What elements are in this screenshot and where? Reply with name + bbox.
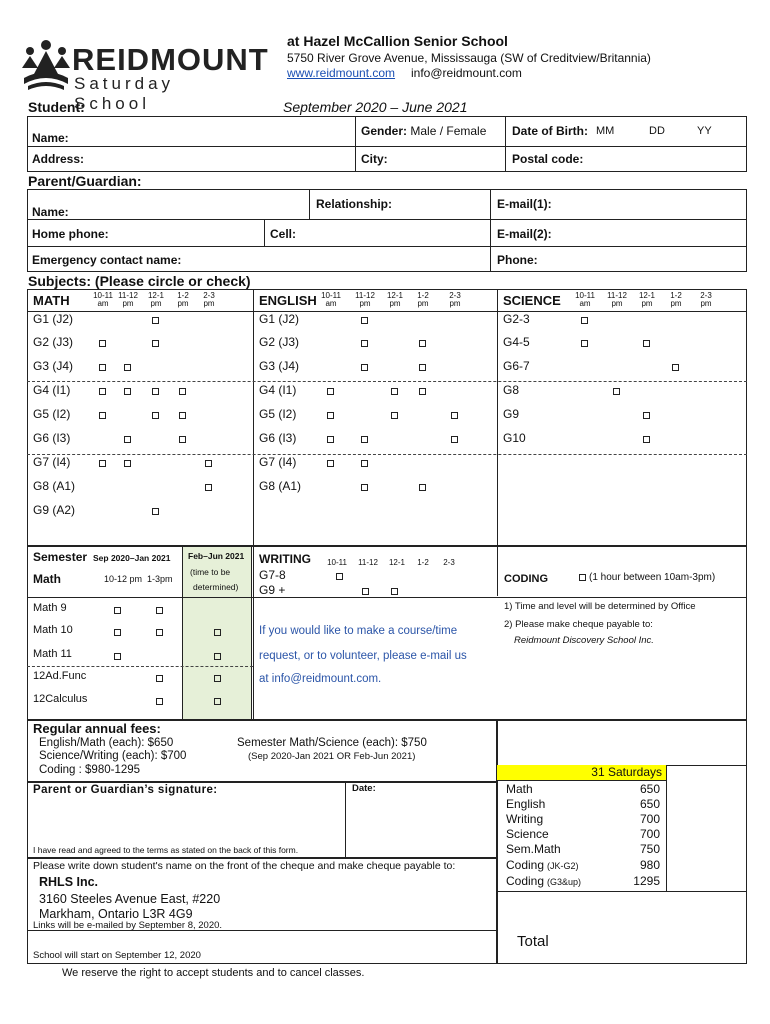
math-checkbox-3-3[interactable] <box>179 388 186 395</box>
english-checkbox-5-0[interactable] <box>327 436 334 443</box>
city-label[interactable]: City: <box>361 152 388 166</box>
math-time-2: 12-1 pm <box>147 291 164 308</box>
request-note-1: If you would like to make a course/time <box>259 625 458 637</box>
writing-time-1: 11-12 <box>358 558 378 567</box>
science-checkbox-0-0[interactable] <box>581 317 588 324</box>
science-time-3: 1-2 pm <box>670 291 682 308</box>
agree-text: I have read and agreed to the terms as stated on the back of this form. <box>33 845 299 855</box>
english-time-1: 11-12 pm <box>355 291 375 308</box>
signature-date[interactable]: Date: <box>352 783 376 794</box>
science-checkbox-4-2[interactable] <box>643 412 650 419</box>
semester-row-3: 12Ad.Func <box>33 670 87 682</box>
postal-label[interactable]: Postal code: <box>512 152 584 166</box>
science-grade-5: G10 <box>503 431 526 445</box>
writing-checkbox-g9-b[interactable] <box>391 588 398 595</box>
science-checkbox-1-2[interactable] <box>643 340 650 347</box>
math-checkbox-0-2[interactable] <box>152 317 159 324</box>
fee-semester: Semester Math/Science (each): $750 <box>237 737 427 749</box>
semester-checkbox-2-2[interactable] <box>214 653 221 660</box>
english-grade-1: G2 (J3) <box>259 335 300 349</box>
cheque-note: Please write down student's name on the front of the cheque and make cheque payable to: <box>33 860 456 872</box>
cheque-addr2: Markham, Ontario L3R 4G9 <box>39 907 193 921</box>
semester-checkbox-2-0[interactable] <box>114 653 121 660</box>
math-grade-7: G8 (A1) <box>33 479 76 493</box>
coding-note-1: 1) Time and level will be determined by Office <box>504 601 696 612</box>
math-checkbox-6-4[interactable] <box>205 460 212 467</box>
science-time-0: 10-11 am <box>575 291 595 308</box>
writing-g78: G7-8 <box>259 568 286 582</box>
english-checkbox-3-2[interactable] <box>391 388 398 395</box>
science-checkbox-2-3[interactable] <box>672 364 679 371</box>
relationship-label[interactable]: Relationship: <box>316 197 393 211</box>
links-note: Links will be e-mailed by September 8, 2020. <box>33 920 223 931</box>
english-checkbox-2-1[interactable] <box>361 364 368 371</box>
price-value-3: 700 <box>639 827 660 841</box>
english-checkbox-4-2[interactable] <box>391 412 398 419</box>
math-checkbox-1-0[interactable] <box>99 340 106 347</box>
email1-label[interactable]: E-mail(1): <box>497 197 552 211</box>
writing-checkbox-g78[interactable] <box>336 573 343 580</box>
term: September 2020 – June 2021 <box>283 99 468 115</box>
math-checkbox-8-2[interactable] <box>152 508 159 515</box>
tbd1: (time to be <box>190 567 231 577</box>
phone-label[interactable]: Phone: <box>497 253 538 267</box>
address-label[interactable]: Address: <box>32 152 85 166</box>
math-checkbox-3-2[interactable] <box>152 388 159 395</box>
math-checkbox-2-1[interactable] <box>124 364 131 371</box>
math-checkbox-2-0[interactable] <box>99 364 106 371</box>
math-checkbox-4-0[interactable] <box>99 412 106 419</box>
math-checkbox-4-3[interactable] <box>179 412 186 419</box>
english-checkbox-5-1[interactable] <box>361 436 368 443</box>
writing-time-0: 10-11 <box>327 558 347 567</box>
english-grade-6: G7 (I4) <box>259 455 297 469</box>
science-grade-4: G9 <box>503 407 520 421</box>
subjects-heading: Subjects: (Please circle or check) <box>28 273 251 289</box>
english-checkbox-6-1[interactable] <box>361 460 368 467</box>
header-email: info@reidmount.com <box>411 66 522 80</box>
semester-row-2: Math 11 <box>33 648 72 660</box>
math-checkbox-6-0[interactable] <box>99 460 106 467</box>
coding-title: CODING <box>504 573 548 585</box>
math-checkbox-3-1[interactable] <box>124 388 131 395</box>
cheque-addr1: 3160 Steeles Avenue East, #220 <box>39 892 221 906</box>
coding-note: (1 hour between 10am-3pm) <box>589 572 716 583</box>
tbd2: determined) <box>193 582 239 592</box>
science-grade-1: G4-5 <box>503 335 530 349</box>
school-address: 5750 River Grove Avenue, Mississauga (SW of Creditview/Britannia) <box>287 51 651 65</box>
english-checkbox-2-3[interactable] <box>419 364 426 371</box>
english-title: ENGLISH <box>259 293 317 308</box>
logo-figures-icon <box>20 38 72 94</box>
subjects-grid <box>27 289 747 546</box>
math-grade-4: G5 (I2) <box>33 407 71 421</box>
signature-label[interactable]: Parent or Guardian’s signature: <box>33 784 218 796</box>
science-title: SCIENCE <box>503 293 561 308</box>
price-subject-3: Science <box>506 827 549 841</box>
english-grade-7: G8 (A1) <box>259 479 302 493</box>
semester-checkbox-4-2[interactable] <box>214 698 221 705</box>
science-checkbox-1-0[interactable] <box>581 340 588 347</box>
total-label: Total <box>517 933 549 950</box>
price-subject-1: English <box>506 797 546 811</box>
price-value-2: 700 <box>639 812 660 826</box>
dob-label[interactable]: Date of Birth: <box>512 124 588 138</box>
coding-note-3: Reidmount Discovery School Inc. <box>514 635 654 646</box>
math-grade-1: G2 (J3) <box>33 335 74 349</box>
math-checkbox-7-4[interactable] <box>205 484 212 491</box>
math-grade-8: G9 (A2) <box>33 503 76 517</box>
price-value-5: 980 <box>639 858 660 872</box>
math-grade-3: G4 (I1) <box>33 383 71 397</box>
semester-title: Semester <box>33 550 88 564</box>
english-grade-3: G4 (I1) <box>259 383 297 397</box>
english-time-4: 2-3 pm <box>449 291 461 308</box>
website-link[interactable]: www.reidmount.com <box>287 66 396 80</box>
english-checkbox-4-0[interactable] <box>327 412 334 419</box>
price-value-1: 650 <box>639 797 660 811</box>
english-checkbox-6-0[interactable] <box>327 460 334 467</box>
math-checkbox-5-3[interactable] <box>179 436 186 443</box>
student-heading: Student: <box>28 99 85 115</box>
writing-g9: G9 + <box>259 583 286 597</box>
dob-yy: YY <box>697 125 712 137</box>
semester-checkbox-3-1[interactable] <box>156 675 163 682</box>
cheque-payee: RHLS Inc. <box>39 875 99 889</box>
price-value-6: 1295 <box>633 874 660 888</box>
dob-dd: DD <box>649 125 665 137</box>
science-checkbox-3-1[interactable] <box>613 388 620 395</box>
math-checkbox-6-1[interactable] <box>124 460 131 467</box>
saturdays-header: 31 Saturdays <box>497 765 667 781</box>
math-grade-2: G3 (J4) <box>33 359 74 373</box>
semester-row-0: Math 9 <box>33 602 67 614</box>
price-value-0: 650 <box>639 782 660 796</box>
english-time-2: 12-1 pm <box>386 291 403 308</box>
fee-line-1: English/Math (each): $650 <box>39 737 174 749</box>
time-1-3: 1-3pm <box>147 574 173 584</box>
writing-time-3: 1-2 <box>417 558 429 567</box>
venue: at Hazel McCallion Senior School <box>287 33 508 49</box>
math-checkbox-4-2[interactable] <box>152 412 159 419</box>
english-grade-2: G3 (J4) <box>259 359 300 373</box>
english-checkbox-3-3[interactable] <box>419 388 426 395</box>
logo-sub: Saturday School <box>74 74 175 113</box>
english-grade-0: G1 (J2) <box>259 312 300 326</box>
fee-line-2: Science/Writing (each): $700 <box>39 750 187 762</box>
semester-checkbox-1-0[interactable] <box>114 629 121 636</box>
science-time-1: 11-12 pm <box>607 291 627 308</box>
fee-line-3: Coding : $980-1295 <box>39 764 141 776</box>
math-grade-0: G1 (J2) <box>33 312 74 326</box>
english-grade-4: G5 (I2) <box>259 407 297 421</box>
english-checkbox-1-1[interactable] <box>361 340 368 347</box>
semester-checkbox-4-1[interactable] <box>156 698 163 705</box>
math-checkbox-1-2[interactable] <box>152 340 159 347</box>
english-checkbox-5-4[interactable] <box>451 436 458 443</box>
email2-label[interactable]: E-mail(2): <box>497 227 552 241</box>
semester-checkbox-0-1[interactable] <box>156 607 163 614</box>
writing-checkbox-g9-a[interactable] <box>362 588 369 595</box>
math-time-0: 10-11 am <box>93 291 113 308</box>
price-subject-0: Math <box>506 782 533 796</box>
guardian-heading: Parent/Guardian: <box>28 173 142 189</box>
english-checkbox-3-0[interactable] <box>327 388 334 395</box>
student-name-label[interactable]: Name: <box>32 131 69 145</box>
semester-checkbox-3-2[interactable] <box>214 675 221 682</box>
dob-mm: MM <box>596 125 615 137</box>
guardian-name-label[interactable]: Name: <box>32 205 69 219</box>
request-note-3: at info@reidmount.com. <box>259 673 382 685</box>
math-grade-6: G7 (I4) <box>33 455 71 469</box>
science-time-2: 12-1 pm <box>638 291 655 308</box>
price-subject-4: Sem.Math <box>506 842 561 856</box>
price-value-4: 750 <box>639 842 660 856</box>
writing-title: WRITING <box>259 552 311 566</box>
english-checkbox-0-1[interactable] <box>361 317 368 324</box>
semester-checkbox-0-0[interactable] <box>114 607 121 614</box>
cell-label[interactable]: Cell: <box>270 227 297 241</box>
semester-math: Math <box>33 572 61 586</box>
reserve-note: We reserve the right to accept students and to cancel classes. <box>62 967 365 979</box>
feb-jun: Feb–Jun 2021 <box>188 551 245 561</box>
english-time-3: 1-2 pm <box>417 291 429 308</box>
english-time-0: 10-11 am <box>321 291 341 308</box>
english-checkbox-4-4[interactable] <box>451 412 458 419</box>
english-checkbox-7-3[interactable] <box>419 484 426 491</box>
coding-note-2: 2) Please make cheque payable to: <box>504 619 653 630</box>
price-subject-6: Coding (G3&up) <box>506 874 582 888</box>
math-time-1: 11-12 pm <box>118 291 138 308</box>
fee-semester-note: (Sep 2020-Jan 2021 OR Feb-Jun 2021) <box>248 751 416 762</box>
math-checkbox-5-1[interactable] <box>124 436 131 443</box>
emergency-label[interactable]: Emergency contact name: <box>32 253 182 267</box>
english-checkbox-1-3[interactable] <box>419 340 426 347</box>
semester-checkbox-1-1[interactable] <box>156 629 163 636</box>
math-grade-5: G6 (I3) <box>33 431 71 445</box>
price-subject-2: Writing <box>506 812 544 826</box>
gender-field[interactable]: Gender: Male / Female <box>361 124 487 138</box>
home-phone-label[interactable]: Home phone: <box>32 227 109 241</box>
semester-checkbox-1-2[interactable] <box>214 629 221 636</box>
logo-brand: REIDMOUNT <box>72 42 269 77</box>
fees-heading: Regular annual fees: <box>33 721 161 736</box>
semester-row-4: 12Calculus <box>33 693 88 705</box>
math-checkbox-3-0[interactable] <box>99 388 106 395</box>
request-note-2: request, or to volunteer, please e-mail us <box>259 650 467 662</box>
writing-time-2: 12-1 <box>388 558 405 567</box>
time-10-12: 10-12 pm <box>104 574 143 584</box>
sep-jan: Sep 2020–Jan 2021 <box>93 553 171 563</box>
math-title: MATH <box>33 293 70 308</box>
science-checkbox-5-2[interactable] <box>643 436 650 443</box>
start-note: School will start on September 12, 2020 <box>33 950 201 961</box>
science-grade-0: G2-3 <box>503 312 530 326</box>
semester-row-1: Math 10 <box>33 624 73 636</box>
science-grade-3: G8 <box>503 383 520 397</box>
science-grade-2: G6-7 <box>503 359 530 373</box>
coding-checkbox[interactable] <box>579 574 586 581</box>
math-time-3: 1-2 pm <box>177 291 189 308</box>
english-checkbox-7-1[interactable] <box>361 484 368 491</box>
writing-time-4: 2-3 <box>443 558 455 567</box>
math-time-4: 2-3 pm <box>203 291 215 308</box>
english-grade-5: G6 (I3) <box>259 431 297 445</box>
price-subject-5: Coding (JK-G2) <box>506 858 579 872</box>
science-time-4: 2-3 pm <box>700 291 712 308</box>
